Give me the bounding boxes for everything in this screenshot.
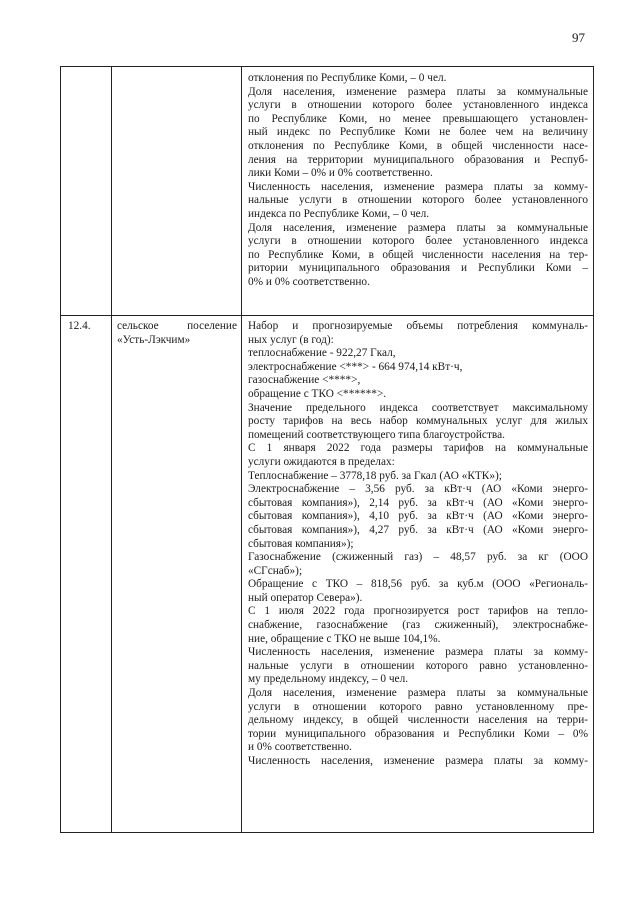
text-line: сбытовая компания»), 4,27 руб. за кВт·ч (АО «Коми энерго-: [248, 523, 588, 536]
text-line: отклонения по Республике Коми, – 0 чел.: [248, 72, 447, 84]
text-line: услуги в отношении которого равно установленному пре-: [248, 700, 588, 713]
text-line: по Республике Коми, но менее превышающего установлен-: [248, 112, 588, 125]
text-line: по Республике Коми, в общей численности населения на тер-: [248, 248, 588, 261]
row1-content-cell: [248, 72, 588, 290]
text-line: «СГснаб»);: [248, 564, 303, 577]
text-line: ние, обращение с ТКО не выше 104,1%.: [248, 632, 441, 645]
text-line: индекса по Республике Коми, – 0 чел.: [248, 207, 430, 220]
text-line: теплоснабжение - 922,27 Гкал,: [248, 347, 396, 360]
text-line: и 0% соответственно.: [248, 741, 353, 754]
column-divider-name: [241, 67, 242, 832]
text-line: тории муниципального образования и Республики Коми – 0%: [248, 727, 588, 740]
text-line: сбытовая компания»), 4,10 руб. за кВт·ч (АО «Коми энерго-: [248, 510, 588, 523]
text-line: ный индекс по Республике Коми не более чем на величину: [248, 126, 588, 139]
column-divider-number: [111, 67, 112, 832]
text-line: 0% и 0% соответственно.: [248, 275, 370, 288]
text-line: услуги ожидаются в пределах:: [248, 455, 395, 468]
row2-content-cell: [248, 320, 588, 769]
row-divider: [61, 315, 593, 316]
text-line: электроснабжение <***> - 664 974,14 кВт·ч,: [248, 360, 463, 373]
text-line: лики Коми – 0% и 0% соответственно.: [248, 167, 433, 180]
text-line: Численность населения, изменение размера платы за комму-: [248, 646, 588, 659]
text-line: Численность населения, изменение размера платы за комму-: [248, 755, 588, 767]
row2-number-cell: 12.4.: [68, 320, 91, 332]
text-line: Значение предельного индекса соответствует максимальному: [248, 401, 588, 414]
text-line: обращение с ТКО <******>.: [248, 387, 387, 400]
text-line: сельское поселение: [117, 320, 237, 332]
text-line: снабжение, газоснабжение (газ сжиженный), электроснабже-: [248, 619, 588, 632]
text-line: услуги в отношении которого более установленного индекса: [248, 235, 588, 248]
text-line: ный оператор Севера»).: [248, 591, 363, 604]
text-line: Электроснабжение – 3,56 руб. за кВт·ч (АО «Коми энерго-: [248, 483, 588, 496]
text-line: ления на территории муниципального образования и Респуб-: [248, 153, 588, 166]
document-table: [60, 66, 594, 833]
text-line: Доля населения, изменение размера платы за коммунальные: [248, 85, 588, 98]
text-line: нальные услуги в отношении которого более установленного: [248, 194, 588, 207]
text-line: Теплоснабжение – 3778,18 руб. за Гкал (АО «КТК»);: [248, 469, 502, 482]
text-line: отклонения по Республике Коми, в общей численности насе-: [248, 139, 588, 152]
text-line: Доля населения, изменение размера платы за коммунальные: [248, 687, 588, 700]
text-line: Набор и прогнозируемые объемы потребления коммуналь-: [248, 320, 588, 332]
text-line: Доля населения, изменение размера платы за коммунальные: [248, 221, 588, 234]
text-line: С 1 июля 2022 года прогнозируется рост тарифов на тепло-: [248, 605, 588, 618]
text-line: ных услуг (в год):: [248, 333, 334, 346]
text-line: Газоснабжение (сжиженный газ) – 48,57 руб. за кг (ООО: [248, 551, 588, 564]
page-number: 97: [572, 30, 585, 45]
text-line: сбытовая компания»), 2,14 руб. за кВт·ч (АО «Коми энерго-: [248, 496, 588, 509]
text-line: Обращение с ТКО – 818,56 руб. за куб.м (ООО «Региональ-: [248, 578, 588, 591]
text-line: помещений соответствующего типа благоустройства.: [248, 428, 505, 441]
text-line: услуги в отношении которого более установленного индекса: [248, 99, 588, 112]
text-line: нальные услуги в отношении которого равно установленно-: [248, 659, 588, 672]
text-line: газоснабжение <****>,: [248, 374, 361, 387]
text-line: сбытовая компания»);: [248, 537, 354, 550]
text-line: С 1 января 2022 года размеры тарифов на коммунальные: [248, 442, 588, 455]
text-line: «Усть-Лэкчим»: [117, 333, 191, 346]
text-line: росту тарифов на весь набор коммунальных услуг для жилых: [248, 415, 588, 428]
text-line: ритории муниципального образования и Республики Коми –: [248, 262, 588, 275]
text-line: му предельному индексу, – 0 чел.: [248, 673, 409, 686]
text-line: дельному индексу, в общей численности населения на терри-: [248, 714, 588, 727]
text-line: Численность населения, изменение размера платы за комму-: [248, 180, 588, 193]
row2-settlement-name-cell: [117, 320, 237, 347]
